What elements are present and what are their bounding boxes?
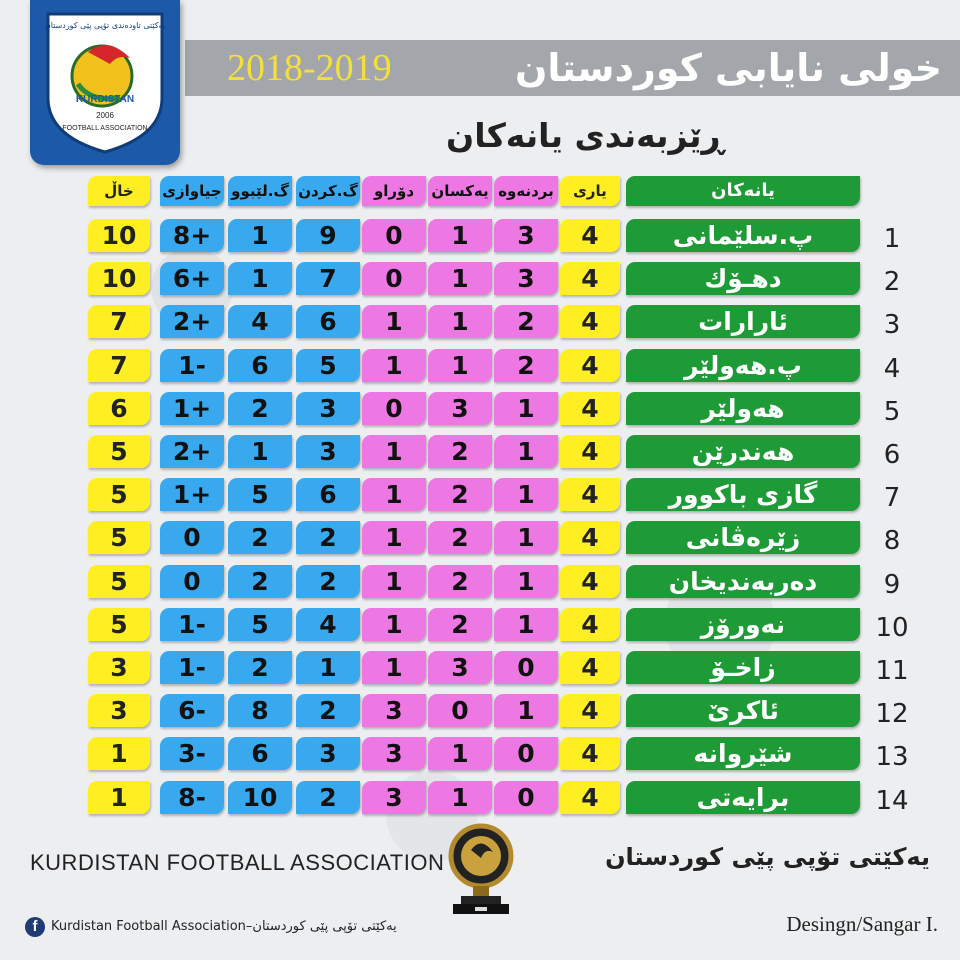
goals-for-cell: 6 <box>296 478 360 511</box>
drawn-cell: 1 <box>428 305 492 338</box>
goal-diff-cell: 3- <box>160 737 224 770</box>
won-cell: 1 <box>494 521 558 554</box>
goals-for-cell: 3 <box>296 435 360 468</box>
goal-diff-cell: 2+ <box>160 305 224 338</box>
goals-for-cell: 2 <box>296 781 360 814</box>
season-label: 2018-2019 <box>227 47 392 89</box>
header-team: یانەكان <box>626 176 860 206</box>
lost-cell: 3 <box>362 781 426 814</box>
drawn-cell: 1 <box>428 349 492 382</box>
design-credit: Desingn/Sangar I. <box>786 912 938 936</box>
footer-org-english: KURDISTAN FOOTBALL ASSOCIATION <box>30 850 445 875</box>
header-lost: دۆراو <box>362 176 426 206</box>
drawn-cell: 1 <box>428 262 492 295</box>
won-cell: 0 <box>494 651 558 684</box>
points-cell: 1 <box>88 781 150 814</box>
rank-number: 8 <box>883 526 901 556</box>
footer-org-kurdish: یەكێتی تۆپی پێی كوردستان <box>605 843 930 871</box>
goals-against-cell: 2 <box>228 565 292 598</box>
lost-cell: 1 <box>362 565 426 598</box>
won-cell: 1 <box>494 478 558 511</box>
goals-against-cell: 5 <box>228 478 292 511</box>
lost-cell: 0 <box>362 219 426 252</box>
goals-against-cell: 8 <box>228 694 292 727</box>
drawn-cell: 1 <box>428 781 492 814</box>
lost-cell: 1 <box>362 349 426 382</box>
won-cell: 1 <box>494 694 558 727</box>
points-cell: 7 <box>88 305 150 338</box>
lost-cell: 1 <box>362 435 426 468</box>
points-cell: 3 <box>88 651 150 684</box>
facebook-icon[interactable]: f <box>25 917 45 937</box>
played-cell: 4 <box>560 262 620 295</box>
played-cell: 4 <box>560 781 620 814</box>
rank-number: 10 <box>875 613 909 643</box>
lost-cell: 1 <box>362 521 426 554</box>
team-name-cell: گازی باكوور <box>626 478 860 511</box>
played-cell: 4 <box>560 694 620 727</box>
team-name-cell: ئارارات <box>626 305 860 338</box>
drawn-cell: 2 <box>428 565 492 598</box>
drawn-cell: 2 <box>428 435 492 468</box>
played-cell: 4 <box>560 737 620 770</box>
points-cell: 6 <box>88 392 150 425</box>
team-name-cell: هەندرێن <box>626 435 860 468</box>
goals-for-cell: 3 <box>296 392 360 425</box>
rank-number: 7 <box>883 483 901 513</box>
won-cell: 1 <box>494 435 558 468</box>
goals-against-cell: 6 <box>228 349 292 382</box>
team-name-cell: دەربەندیخان <box>626 565 860 598</box>
rank-number: 13 <box>875 742 909 772</box>
goal-diff-cell: 0 <box>160 521 224 554</box>
goals-against-cell: 2 <box>228 651 292 684</box>
team-name-cell: زێرەڤانی <box>626 521 860 554</box>
rank-number: 5 <box>883 397 901 427</box>
goals-for-cell: 3 <box>296 737 360 770</box>
points-cell: 10 <box>88 219 150 252</box>
lost-cell: 1 <box>362 478 426 511</box>
goals-for-cell: 7 <box>296 262 360 295</box>
goal-diff-cell: 8+ <box>160 219 224 252</box>
lost-cell: 1 <box>362 608 426 641</box>
won-cell: 1 <box>494 608 558 641</box>
logo-org: FOOTBALL ASSOCIATION <box>62 125 148 132</box>
lost-cell: 0 <box>362 262 426 295</box>
goal-diff-cell: 6+ <box>160 262 224 295</box>
played-cell: 4 <box>560 305 620 338</box>
goals-for-cell: 4 <box>296 608 360 641</box>
rank-number: 2 <box>883 267 901 297</box>
goals-for-cell: 5 <box>296 349 360 382</box>
played-cell: 4 <box>560 219 620 252</box>
drawn-cell: 3 <box>428 392 492 425</box>
points-cell: 5 <box>88 565 150 598</box>
goals-against-cell: 5 <box>228 608 292 641</box>
rank-number: 6 <box>883 440 901 470</box>
lost-cell: 3 <box>362 694 426 727</box>
team-name-cell: برایەتی <box>626 781 860 814</box>
header-won: بردنەوە <box>494 176 558 206</box>
points-cell: 5 <box>88 435 150 468</box>
header-drawn: یەكسان <box>428 176 492 206</box>
points-cell: 5 <box>88 521 150 554</box>
goal-diff-cell: 2+ <box>160 435 224 468</box>
drawn-cell: 0 <box>428 694 492 727</box>
points-cell: 5 <box>88 478 150 511</box>
header-goals-for: گ.كردن <box>296 176 360 206</box>
rank-number: 1 <box>883 224 901 254</box>
played-cell: 4 <box>560 392 620 425</box>
goals-against-cell: 1 <box>228 219 292 252</box>
header-goal-diff: جیاوازی <box>160 176 224 206</box>
team-name-cell: پ.سلێمانی <box>626 219 860 252</box>
drawn-cell: 2 <box>428 608 492 641</box>
won-cell: 0 <box>494 737 558 770</box>
social-label[interactable]: Kurdistan Football Association–یەكێتی تۆپی پێی كوردستان <box>51 919 397 934</box>
drawn-cell: 1 <box>428 737 492 770</box>
lost-cell: 3 <box>362 737 426 770</box>
lost-cell: 1 <box>362 305 426 338</box>
goals-for-cell: 2 <box>296 565 360 598</box>
header-played: یاری <box>560 176 620 206</box>
header-goals-against: گ.لێبوو <box>228 176 292 206</box>
goals-against-cell: 2 <box>228 392 292 425</box>
page-subtitle: ڕێزبەندی یانەكان <box>446 116 724 155</box>
page-title: خولی نایابی كوردستان <box>514 46 942 90</box>
goals-against-cell: 1 <box>228 435 292 468</box>
goal-diff-cell: 1- <box>160 349 224 382</box>
points-cell: 3 <box>88 694 150 727</box>
points-cell: 5 <box>88 608 150 641</box>
played-cell: 4 <box>560 608 620 641</box>
won-cell: 2 <box>494 305 558 338</box>
goals-against-cell: 6 <box>228 737 292 770</box>
team-name-cell: ئاكرێ <box>626 694 860 727</box>
team-name-cell: پ.هەولێر <box>626 349 860 382</box>
won-cell: 3 <box>494 262 558 295</box>
played-cell: 4 <box>560 435 620 468</box>
won-cell: 3 <box>494 219 558 252</box>
team-name-cell: دهـۆك <box>626 262 860 295</box>
played-cell: 4 <box>560 521 620 554</box>
goals-for-cell: 6 <box>296 305 360 338</box>
goals-for-cell: 2 <box>296 521 360 554</box>
played-cell: 4 <box>560 651 620 684</box>
played-cell: 4 <box>560 478 620 511</box>
team-name-cell: هەولێر <box>626 392 860 425</box>
goals-against-cell: 4 <box>228 305 292 338</box>
goal-diff-cell: 0 <box>160 565 224 598</box>
goal-diff-cell: 1+ <box>160 392 224 425</box>
won-cell: 1 <box>494 565 558 598</box>
drawn-cell: 1 <box>428 219 492 252</box>
drawn-cell: 3 <box>428 651 492 684</box>
goals-against-cell: 2 <box>228 521 292 554</box>
played-cell: 4 <box>560 565 620 598</box>
drawn-cell: 2 <box>428 521 492 554</box>
points-cell: 1 <box>88 737 150 770</box>
logo-arabic-text: یەكێتی تاودەندی تۆپی پێی كوردستان <box>44 21 166 30</box>
lost-cell: 1 <box>362 651 426 684</box>
lost-cell: 0 <box>362 392 426 425</box>
drawn-cell: 2 <box>428 478 492 511</box>
header-band <box>185 40 960 96</box>
won-cell: 2 <box>494 349 558 382</box>
goal-diff-cell: 1+ <box>160 478 224 511</box>
won-cell: 0 <box>494 781 558 814</box>
goals-against-cell: 1 <box>228 262 292 295</box>
rank-number: 11 <box>875 656 909 686</box>
rank-number: 3 <box>883 310 901 340</box>
header-points: خاڵ <box>88 176 150 206</box>
played-cell: 4 <box>560 349 620 382</box>
goal-diff-cell: 6- <box>160 694 224 727</box>
won-cell: 1 <box>494 392 558 425</box>
goal-diff-cell: 1- <box>160 651 224 684</box>
rank-number: 4 <box>883 354 901 384</box>
points-cell: 7 <box>88 349 150 382</box>
trophy-icon <box>441 822 521 922</box>
rank-number: 14 <box>875 786 909 816</box>
goal-diff-cell: 1- <box>160 608 224 641</box>
goals-for-cell: 2 <box>296 694 360 727</box>
goals-against-cell: 10 <box>228 781 292 814</box>
logo-name: KURDISTAN <box>75 94 135 105</box>
social-link[interactable] <box>25 915 397 939</box>
rank-number: 9 <box>883 570 901 600</box>
team-name-cell: زاخـۆ <box>626 651 860 684</box>
goal-diff-cell: 8- <box>160 781 224 814</box>
goals-for-cell: 1 <box>296 651 360 684</box>
points-cell: 10 <box>88 262 150 295</box>
logo-year: 2006 <box>96 111 114 120</box>
team-name-cell: شێروانە <box>626 737 860 770</box>
team-name-cell: نەورۆز <box>626 608 860 641</box>
rank-number: 12 <box>875 699 909 729</box>
goals-for-cell: 9 <box>296 219 360 252</box>
